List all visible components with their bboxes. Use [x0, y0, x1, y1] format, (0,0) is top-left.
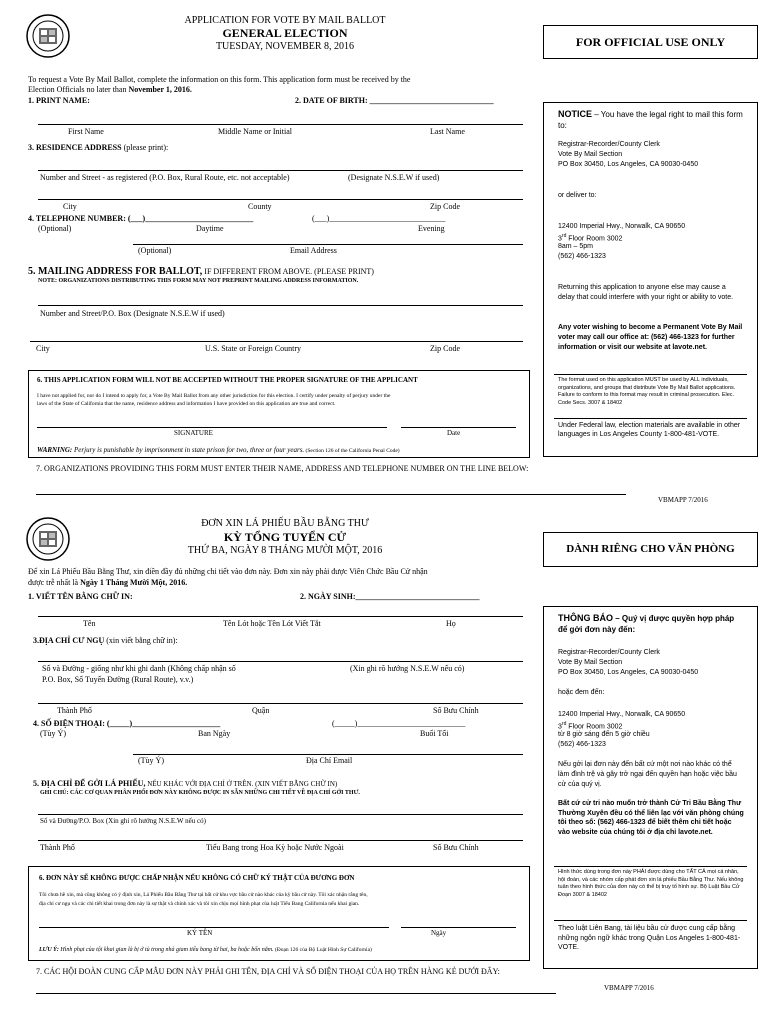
signature-line[interactable]: [39, 927, 389, 928]
mailing-city-line[interactable]: [30, 341, 523, 342]
mail-address-line-3: PO Box 30450, Los Angeles, CA 90030-0450: [558, 669, 699, 676]
signature-section-title: 6. ĐƠN NÀY SẼ KHÔNG ĐƯỢC CHẤP NHẬN NẾU KHÔNG CÓ CHỮ KÝ THẬT CỦA ĐƯƠNG ĐƠN: [39, 874, 355, 882]
certification-text: Tôi chưa hề xin, mà cũng không có ý định xin, Lá Phiếu Bầu Bằng Thư tại bất cứ khu vực bầu cử nào khác của kỳ bầu cử này. Tôi xác nhận rằng tên,: [39, 892, 368, 898]
mailing-street-line[interactable]: [38, 814, 523, 815]
notice-text: THÔNG BÁO – Quý vị được quyền hợp pháp để gởi đơn này đến:: [558, 613, 735, 634]
format-notice: Hình thức dùng trong đơn này PHẢI được dùng cho TẤT CẢ mọi cá nhân, hội đoàn, và các nhóm cấp phát đơn xin lá phiếu Bầu Bằng Thư. Nếu không tuân theo hình thức của đơn này có thể bị truy tố hình sự. Bộ Luật Bầu Cử Đoạn 3007 & 18402: [558, 869, 744, 898]
last-name-label: Last Name: [430, 127, 465, 136]
mailing-city-label: City: [36, 344, 50, 353]
first-name-label: First Name: [68, 127, 104, 136]
form-code: VBMAPP 7/2016: [604, 984, 654, 992]
residence-street-label: Số và Đường - giống như khi ghi danh (Không chấp nhận số: [42, 664, 236, 673]
election-name: KỲ TỔNG TUYỂN CỬ: [223, 530, 347, 544]
form-title: ĐƠN XIN LÁ PHIẾU BẦU BẰNG THƯ: [201, 518, 369, 529]
signature-label: SIGNATURE: [174, 429, 213, 437]
mailing-state-label: U.S. State or Foreign Country: [205, 344, 301, 353]
residence-city-label: Thành Phố: [57, 706, 92, 715]
residence-nsew-label: (Designate N.S.E.W if used): [348, 173, 440, 182]
name-input-line[interactable]: [38, 124, 523, 125]
deliver-to-label: or deliver to:: [558, 192, 597, 199]
telephone-optional-label: (Tùy Ý): [40, 729, 66, 738]
returning-warning: Nếu gởi lại đơn này đến bất cứ một nơi nào khác có thể làm đình trệ và gây trở ngại đến quyền hạn hoặc việc bầu cử của quý vị.: [558, 761, 737, 788]
mailing-street-label: Number and Street/P.O. Box (Designate N.S.E.W if used): [40, 309, 225, 318]
mail-address-line-2: Vote By Mail Section: [558, 659, 623, 666]
deliver-phone: (562) 466-1323: [558, 741, 606, 748]
email-optional-label: (Tùy Ý): [138, 756, 164, 765]
organization-info-line[interactable]: [36, 494, 626, 495]
telephone-daytime-field[interactable]: 4. SỐ ĐIỆN THOẠI: (_____)______________________: [33, 719, 221, 728]
notice-sidebar: [543, 606, 758, 969]
county-seal-icon: [26, 517, 70, 561]
email-label: Email Address: [290, 246, 337, 255]
federal-language-notice: Theo luật Liên Bang, tài liệu bầu cử được cung cấp bằng những ngôn ngữ khác trong Quận Los Angeles 1-800-481-VOTE.: [558, 925, 741, 951]
election-date: TUESDAY, NOVEMBER 8, 2016: [215, 41, 355, 52]
telephone-daytime-field[interactable]: 4. TELEPHONE NUMBER: (___)___________________________: [28, 214, 254, 223]
telephone-evening-field[interactable]: (___)_____________________________: [312, 214, 446, 223]
residence-street-line[interactable]: [38, 661, 523, 662]
certification-text-line-2: laws of the State of California that the name, residence address and information I have provided on this application are true and correct.: [37, 401, 336, 407]
first-name-label: Tên: [83, 619, 96, 628]
mailing-address-label: 5. MAILING ADDRESS FOR BALLOT, IF DIFFERENT FROM ABOVE. (PLEASE PRINT): [28, 266, 374, 277]
last-name-label: Họ: [446, 619, 456, 628]
permanent-voter-info: Bất cứ cử tri nào muốn trở thành Cử Tri Bầu Bằng Thư Thường Xuyên đều có thể liên lạc với văn phòng chúng tôi theo số: (562) 466-1323 để biết thêm chi tiết hoặc vào website của chúng tôi ở địa chỉ lavote.net.: [558, 800, 744, 836]
mailing-address-note: NOTE: ORGANIZATIONS DISTRIBUTING THIS FORM MAY NOT PREPRINT MAILING ADDRESS INFORMATION.: [38, 278, 359, 284]
daytime-label: Ban Ngày: [198, 729, 231, 738]
email-input-line[interactable]: [133, 244, 523, 245]
residence-zip-label: Số Bưu Chính: [433, 706, 479, 715]
county-seal-icon: [26, 14, 70, 58]
official-use-label: FOR OFFICIAL USE ONLY: [575, 35, 726, 49]
mailing-state-label: Tiểu Bang trong Hoa Kỳ hoặc Nước Ngoài: [206, 843, 344, 852]
sidebar-divider: [554, 866, 747, 867]
evening-label: Evening: [418, 224, 445, 233]
telephone-optional-label: (Optional): [38, 224, 72, 233]
mail-address-line-1: Registrar-Recorder/County Clerk: [558, 141, 660, 148]
telephone-evening-field[interactable]: (_____)___________________________: [332, 719, 466, 728]
official-use-label: DÀNH RIÊNG CHO VĂN PHÒNG: [566, 543, 735, 555]
sidebar-divider-2: [554, 920, 747, 921]
organizations-instruction: 7. CÁC HỘI ĐOÀN CUNG CẤP MẪU ĐƠN NÀY PHẢI GHI TÊN, ĐỊA CHỈ VÀ SỐ ĐIỆN THOẠI CỦA HỌ TRÊN HÀNG KẺ DƯỚI ĐÂY:: [36, 967, 500, 976]
intro-text: Để xin Lá Phiếu Bầu Bằng Thư, xin điền đầy đủ những chi tiết vào đơn này. Đơn xin này phải được Viên Chức Bầu Cử nhận: [28, 567, 428, 576]
mailing-city-label: Thành Phố: [40, 843, 75, 852]
signature-date-line[interactable]: [401, 427, 516, 428]
notice-text: NOTICE – You have the legal right to mail this form to:: [558, 109, 743, 130]
email-label: Địa Chỉ Email: [306, 756, 353, 765]
date-of-birth-field[interactable]: 2. DATE OF BIRTH: _______________________________: [295, 96, 494, 105]
signature-label: KÝ TÊN: [187, 929, 213, 937]
deliver-address-line-2: 3rd Floor Room 3002: [558, 233, 623, 243]
signature-date-label: Ngày: [431, 929, 447, 937]
official-use-box: [543, 532, 758, 567]
sidebar-divider: [554, 374, 747, 375]
format-notice: The format used on this application MUST be used by ALL individuals, organizations, and groups that distribute Vote By Mail Ballot applications. Failure to conform to this format may result in criminal prosecution. Elec. Code Secs. 3007 & 18402: [558, 377, 736, 406]
organizations-instruction: 7. ORGANIZATIONS PROVIDING THIS FORM MUST ENTER THEIR NAME, ADDRESS AND TELEPHONE NUMBER ON THE LINE BELOW:: [36, 464, 529, 473]
perjury-warning: LƯU Ý: Hình phạt của tội khai gian là bị ở tù trong nhà giam tiểu bang từ hai, ba hoặc bốn năm. (Đoạn 126 của Bộ Luật Hình Sự California): [39, 947, 372, 953]
form-title: APPLICATION FOR VOTE BY MAIL BALLOT: [184, 15, 386, 26]
deliver-address-line-2: 3rd Floor Room 3002: [558, 721, 623, 731]
mailing-city-line[interactable]: [38, 840, 523, 841]
deliver-address-line-1: 12400 Imperial Hwy., Norwalk, CA 90650: [558, 223, 686, 230]
form-code: VBMAPP 7/2016: [658, 496, 708, 504]
signature-date-label: Date: [447, 429, 461, 437]
intro-text: To request a Vote By Mail Ballot, complete the information on this form. This application form must be received by the: [28, 75, 411, 84]
mail-address-line-1: Registrar-Recorder/County Clerk: [558, 649, 660, 656]
permanent-voter-info: Any voter wishing to become a Permanent Vote By Mail voter may call our office at: (562) 466-1323 for further information or visit our website at lavote.net.: [558, 324, 743, 351]
deliver-to-label: hoặc đem đến:: [558, 689, 605, 696]
residence-street-label: Number and Street - as registered (P.O. Box, Rural Route, etc. not acceptable): [40, 173, 290, 182]
residence-address-label: 3. RESIDENCE ADDRESS (please print):: [28, 143, 169, 152]
perjury-warning: WARNING: Perjury is punishable by imprisonment in state prison for two, three or four years. (Section 126 of the California Penal Code): [37, 446, 400, 454]
residence-city-line[interactable]: [38, 199, 523, 200]
mailing-street-label: Số và Đường/P.O. Box (Xin ghi rõ hướng N.S.E.W nếu có): [40, 817, 206, 825]
signature-section: [28, 370, 530, 458]
deliver-hours: 8am – 5pm: [558, 243, 594, 250]
residence-county-label: County: [248, 202, 272, 211]
residence-street-line[interactable]: [38, 170, 523, 171]
deliver-hours: từ 8 giờ sáng đến 5 giờ chiều: [558, 731, 650, 738]
deliver-address-line-1: 12400 Imperial Hwy., Norwalk, CA 90650: [558, 711, 686, 718]
mailing-zip-label: Zip Code: [430, 344, 460, 353]
mailing-street-line[interactable]: [38, 305, 523, 306]
returning-warning: Returning this application to anyone else may cause a delay that could interfere with your right or ability to vote.: [558, 284, 734, 301]
middle-name-label: Tên Lót hoặc Tên Lót Viết Tắt: [223, 619, 321, 628]
federal-language-notice: Under Federal law, election materials are available in other languages in Los Angeles County 1-800-481-VOTE.: [558, 422, 741, 438]
print-name-label: 1. VIẾT TÊN BẰNG CHỮ IN:: [28, 592, 133, 601]
intro-text-line-2: được trễ nhất là Ngày 1 Tháng Mười Một, 2016.: [28, 578, 188, 587]
email-input-line[interactable]: [133, 754, 523, 755]
daytime-label: Daytime: [196, 224, 224, 233]
notice-sidebar: [543, 102, 758, 457]
residence-county-label: Quận: [252, 706, 270, 715]
evening-label: Buổi Tối: [420, 729, 449, 738]
residence-street-label-line-2: P.O. Box, Số Tuyến Đường (Rural Route), v.v.): [42, 675, 194, 684]
certification-text: I have not applied for, nor do I intend to apply for, a Vote By Mail Ballot from any other jurisdiction for this election. I certify under penalty of perjury under the: [37, 393, 391, 399]
sidebar-divider-2: [554, 418, 747, 419]
middle-name-label: Middle Name or Initial: [218, 127, 292, 136]
official-use-box: [543, 25, 758, 59]
residence-city-label: City: [63, 202, 77, 211]
mail-address-line-3: PO Box 30450, Los Angeles, CA 90030-0450: [558, 161, 699, 168]
election-date: THỨ BA, NGÀY 8 THÁNG MƯỜI MỘT, 2016: [187, 545, 383, 556]
mailing-address-label: 5. ĐỊA CHỈ ĐỂ GỞI LÁ PHIẾU, NẾU KHÁC VỚI ĐỊA CHỈ Ở TRÊN. (XIN VIẾT BẰNG CHỮ IN): [33, 779, 338, 788]
name-input-line[interactable]: [38, 616, 523, 617]
residence-zip-label: Zip Code: [430, 202, 460, 211]
organization-info-line[interactable]: [36, 993, 556, 994]
date-of-birth-field[interactable]: 2. NGÀY SINH:_______________________________: [300, 592, 480, 601]
certification-text-line-2: địa chỉ cư ngụ và các chi tiết khai trong đơn này là sự thật và chính xác và tôi xin chịu mọi hình phạt của luật Tiểu Bang California nếu khai gian.: [39, 901, 360, 907]
mailing-address-note: GHI CHÚ: CÁC CƠ QUAN PHÂN PHỐI ĐƠN NÀY KHÔNG ĐƯỢC IN SẴN NHỮNG CHI TIẾT VỀ ĐỊA CHỈ GỞI THƯ.: [40, 790, 360, 796]
residence-nsew-label: (Xin ghi rõ hướng N.S.E.W nếu có): [350, 664, 465, 673]
print-name-label: 1. PRINT NAME:: [28, 96, 90, 105]
election-name: GENERAL ELECTION: [222, 26, 348, 40]
signature-section: [28, 866, 530, 961]
intro-text-line-2: Election Officials no later than November 1, 2016.: [28, 85, 192, 94]
signature-section-title: 6. THIS APPLICATION FORM WILL NOT BE ACCEPTED WITHOUT THE PROPER SIGNATURE OF THE APPLICANT: [37, 376, 418, 384]
mail-address-line-2: Vote By Mail Section: [558, 151, 623, 158]
signature-date-line[interactable]: [401, 927, 516, 928]
residence-address-label: 3.ĐỊA CHỈ CƯ NGỤ (xin viết bằng chữ in):: [33, 636, 178, 645]
mailing-zip-label: Số Bưu Chính: [433, 843, 479, 852]
signature-line[interactable]: [37, 427, 387, 428]
deliver-phone: (562) 466-1323: [558, 253, 606, 260]
email-optional-label: (Optional): [138, 246, 172, 255]
residence-city-line[interactable]: [38, 703, 523, 704]
